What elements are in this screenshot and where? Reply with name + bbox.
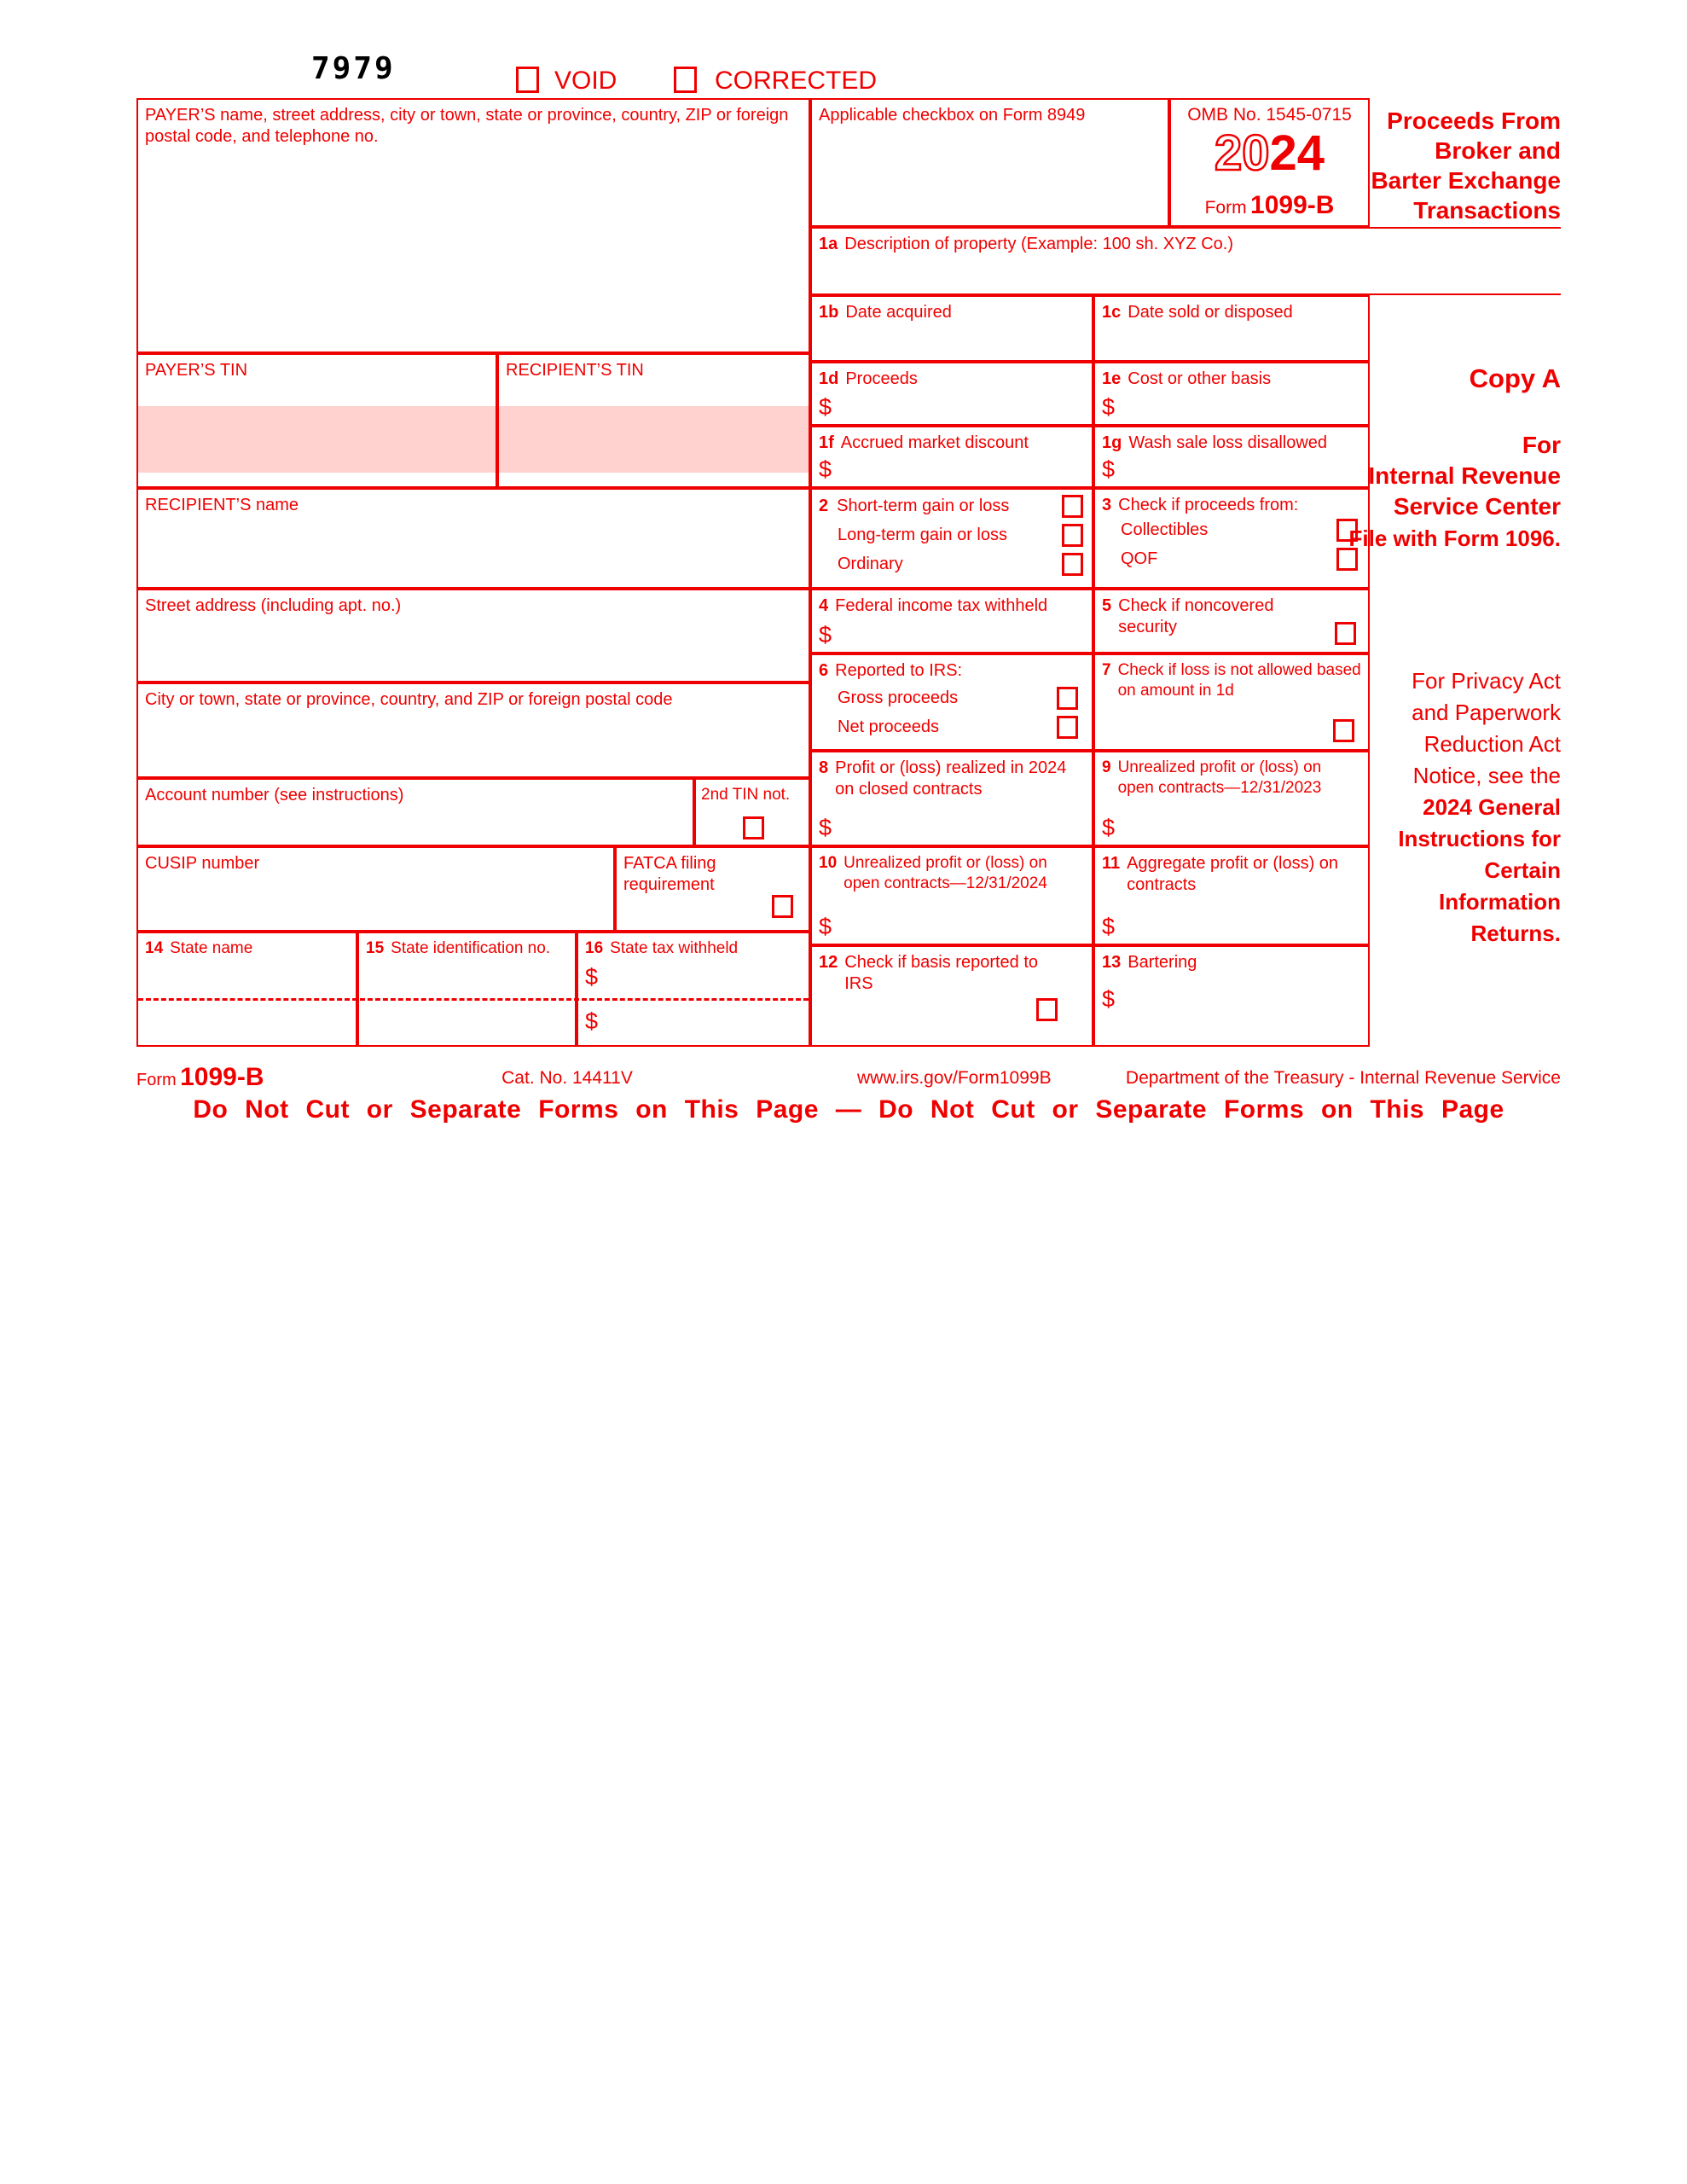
form-code: 7979: [311, 51, 396, 86]
footer-cat-no: Cat. No. 14411V: [501, 1068, 633, 1088]
recipients-tin-box: RECIPIENT’S TIN: [497, 353, 810, 488]
tax-year-solid: 24: [1269, 125, 1325, 181]
box-3: 3 Check if proceeds from: Collectibles QOF: [1093, 488, 1370, 589]
box-9-dollar: $: [1102, 815, 1116, 840]
street-address-box: Street address (including apt. no.): [136, 589, 810, 682]
gross-proceeds-checkbox[interactable]: [1057, 687, 1078, 710]
box-1b: 1b Date acquired: [810, 295, 1093, 362]
account-number-box: Account number (see instructions): [136, 778, 694, 846]
ordinary-label: Ordinary: [838, 555, 903, 573]
box-16-dollar-2: $: [585, 1008, 599, 1034]
qof-label: QOF: [1121, 549, 1158, 568]
net-proceeds-checkbox[interactable]: [1057, 716, 1078, 739]
recipients-tin-entry-band: [499, 406, 809, 473]
privacy-notice-regular: For Privacy Act and Paperwork Reduction Act Notice, see the: [1412, 668, 1561, 788]
box-4: 4 Federal income tax withheld $: [810, 589, 1093, 653]
fatca-checkbox[interactable]: [772, 895, 793, 918]
copy-a-recipient-lines: For Internal Revenue Service Center: [1368, 432, 1561, 520]
corrected-checkbox[interactable]: [674, 67, 697, 93]
box-1d-dollar: $: [819, 394, 832, 420]
footer-form-number: Form 1099-B: [136, 1063, 264, 1091]
omb-year-box: [1169, 98, 1370, 227]
box-7: 7 Check if loss is not allowed based on amount in 1d: [1093, 653, 1370, 751]
basis-reported-checkbox[interactable]: [1036, 998, 1058, 1021]
box-4-dollar: $: [819, 622, 832, 648]
box-10-dollar: $: [819, 914, 832, 939]
box-1a: 1a Description of property (Example: 100 sh. XYZ Co.): [810, 227, 1561, 295]
tax-year-outline: 20: [1214, 125, 1270, 181]
state-row-dashed-line: [138, 998, 809, 1001]
privacy-notice-bold: 2024 General Instructions for Certain Information Returns.: [1398, 794, 1561, 946]
cusip-box: CUSIP number: [136, 846, 615, 932]
second-tin-box: 2nd TIN not.: [694, 778, 810, 846]
box-13: 13 Bartering $: [1093, 945, 1370, 1047]
copy-a-label: Copy A: [1469, 363, 1561, 393]
net-proceeds-label: Net proceeds: [838, 717, 939, 736]
void-label: VOID: [554, 67, 617, 95]
file-with-label: File with Form 1096.: [1348, 526, 1561, 551]
do-not-cut-notice: Do Not Cut or Separate Forms on This Page — Do Not Cut or Separate Forms on This Page: [193, 1095, 1504, 1124]
box-11-dollar: $: [1102, 914, 1116, 939]
footer-url[interactable]: www.irs.gov/Form1099B: [857, 1068, 1052, 1088]
box-13-dollar: $: [1102, 986, 1116, 1012]
payers-tin-entry-band: [138, 406, 496, 473]
applicable-checkbox-box: [810, 98, 1169, 227]
box-1e-dollar: $: [1102, 394, 1116, 420]
city-box: City or town, state or province, country, and ZIP or foreign postal code: [136, 682, 810, 778]
loss-not-allowed-checkbox[interactable]: [1333, 719, 1354, 742]
applicable-checkbox-label: Applicable checkbox on Form 8949: [819, 106, 1086, 125]
recipients-name-box: RECIPIENT’S name: [136, 488, 810, 589]
box-1d: 1d Proceeds $: [810, 362, 1093, 426]
box-1c: 1c Date sold or disposed: [1093, 295, 1370, 362]
tax-year: [1171, 127, 1368, 180]
privacy-notice: [1370, 665, 1561, 950]
box-12: 12 Check if basis reported to IRS: [810, 945, 1093, 1047]
box-1a-label: Description of property (Example: 100 sh. XYZ Co.): [844, 235, 1233, 253]
payer-name-box: [136, 98, 810, 353]
box-8-dollar: $: [819, 815, 832, 840]
box-14: 14 State name: [136, 932, 357, 1047]
box-10: 10 Unrealized profit or (loss) on open contracts—12/31/2024 $: [810, 846, 1093, 945]
gross-proceeds-label: Gross proceeds: [838, 688, 959, 707]
corrected-label: CORRECTED: [715, 67, 878, 95]
long-term-checkbox[interactable]: [1062, 524, 1083, 547]
box-9: 9 Unrealized profit or (loss) on open contracts—12/31/2023 $: [1093, 751, 1370, 846]
noncovered-security-checkbox[interactable]: [1335, 622, 1356, 645]
box-1e: 1e Cost or other basis $: [1093, 362, 1370, 426]
footer-department: Department of the Treasury - Internal Revenue Service: [1125, 1068, 1561, 1088]
box-8: 8 Profit or (loss) realized in 2024 on closed contracts $: [810, 751, 1093, 846]
void-checkbox[interactable]: [516, 67, 539, 93]
form-title: Proceeds From Broker and Barter Exchange Transactions: [1371, 107, 1561, 224]
omb-number: OMB No. 1545-0715: [1187, 105, 1352, 125]
box-2: 2 Short-term gain or loss Long-term gain or loss Ordinary: [810, 488, 1093, 589]
box-11: 11 Aggregate profit or (loss) on contracts $: [1093, 846, 1370, 945]
box-16-dollar-1: $: [585, 964, 599, 990]
box-15: 15 State identification no.: [357, 932, 577, 1047]
box-6: 6 Reported to IRS: Gross proceeds Net proceeds: [810, 653, 1093, 751]
box-1g-dollar: $: [1102, 456, 1116, 482]
box-5: 5 Check if noncovered security: [1093, 589, 1370, 653]
box-1f-dollar: $: [819, 456, 832, 482]
long-term-label: Long-term gain or loss: [838, 526, 1007, 544]
ordinary-checkbox[interactable]: [1062, 553, 1083, 576]
payers-tin-box: PAYER’S TIN: [136, 353, 497, 488]
box-16: 16 State tax withheld $ $: [577, 932, 810, 1047]
form-number-header: Form 1099-B: [1204, 191, 1335, 219]
short-term-checkbox[interactable]: [1062, 495, 1083, 518]
second-tin-checkbox[interactable]: [743, 816, 764, 839]
fatca-box: FATCA filing requirement: [615, 846, 810, 932]
box-1g: 1g Wash sale loss disallowed $: [1093, 426, 1370, 488]
short-term-label: Short-term gain or loss: [837, 497, 1010, 515]
box-1f: 1f Accrued market discount $: [810, 426, 1093, 488]
payer-name-label: PAYER’S name, street address, city or town, state or province, country, ZIP or foreign postal code, and telephone no.: [145, 106, 789, 146]
collectibles-label: Collectibles: [1121, 520, 1209, 539]
